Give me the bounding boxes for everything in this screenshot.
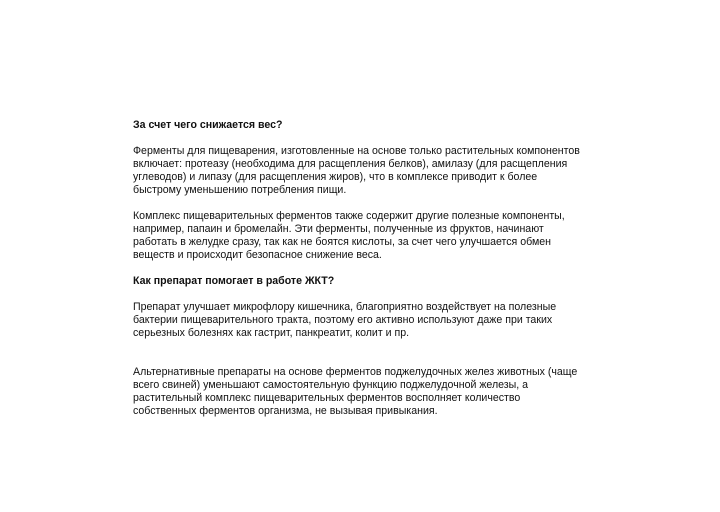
text-line: углеводов) и липазу (для расщепления жиров), что в комплексе приводит к более bbox=[133, 171, 538, 183]
text-line: серьезных болезнях как гастрит, панкреатит, колит и пр. bbox=[133, 327, 410, 339]
text-line: работать в желудке сразу, так как не боятся кислоты, за счет чего улучшается обмен bbox=[133, 236, 551, 248]
text-line: Комплекс пищеварительных ферментов также содержит другие полезные компоненты, bbox=[133, 210, 565, 222]
heading-gi-tract: Как препарат помогает в работе ЖКТ? bbox=[133, 275, 335, 287]
paragraph-microflora bbox=[133, 301, 593, 340]
heading-weight-loss: За счет чего снижается вес? bbox=[133, 119, 283, 131]
text-line: включает: протеазу (необходима для расщепления белков), амилазу (для расщепления bbox=[133, 158, 568, 170]
text-line: например, папаин и бромелайн. Эти ферменты, полученные из фруктов, начинают bbox=[133, 223, 544, 235]
document-body bbox=[133, 119, 593, 418]
text-line: Препарат улучшает микрофлору кишечника, благоприятно воздействует на полезные bbox=[133, 301, 557, 313]
paragraph-alternatives bbox=[133, 366, 593, 418]
text-line: всего свиней) уменьшают самостоятельную функцию поджелудочной железы, а bbox=[133, 379, 529, 391]
text-line: бактерии пищеварительного тракта, поэтому его активно используют даже при таких bbox=[133, 314, 553, 326]
text-line: веществ и происходит безопасное снижение веса. bbox=[133, 249, 382, 261]
paragraph-complex bbox=[133, 210, 593, 262]
text-line: быстрому уменьшению потребления пищи. bbox=[133, 184, 347, 196]
text-line: растительный комплекс пищеварительных ферментов восполняет количество bbox=[133, 392, 521, 404]
text-line: Альтернативные препараты на основе ферментов поджелудочных желез животных (чаще bbox=[133, 366, 578, 378]
text-line: собственных ферментов организма, не вызывая привыкания. bbox=[133, 405, 438, 417]
paragraph-enzymes bbox=[133, 145, 593, 197]
text-line: Ферменты для пищеварения, изготовленные на основе только растительных компонентов bbox=[133, 145, 580, 157]
